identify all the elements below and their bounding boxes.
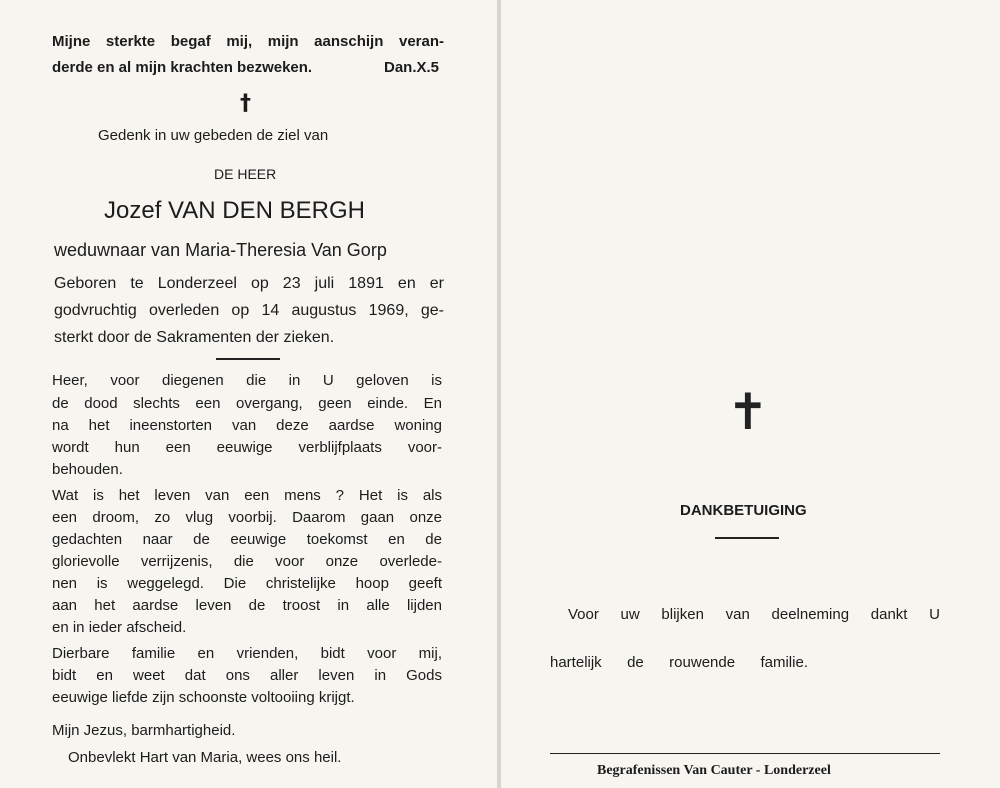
small-cross-icon: † xyxy=(240,91,251,116)
bio-line-2: godvruchtig overleden op 14 augustus 1969, ge- xyxy=(54,302,444,319)
para1-line-2: de dood slechts een overgang, geen einde. En xyxy=(52,395,442,412)
para1-line-4: wordt hun een eeuwige verblijfplaats voor- xyxy=(52,439,442,456)
footer-rule xyxy=(550,753,940,754)
title-de-heer: DE HEER xyxy=(214,166,277,182)
bio-line-3: sterkt door de Sakramenten der zieken. xyxy=(54,329,335,346)
prayer-jesus: Mijn Jezus, barmhartigheid. xyxy=(52,722,236,739)
quote-reference: Dan.X.5 xyxy=(384,59,440,76)
left-page xyxy=(0,0,497,788)
para2-line-4: glorievolle verrijzenis, die voor onze overlede- xyxy=(52,553,442,570)
large-cross-icon: ✝ xyxy=(727,383,769,441)
para2-line-5: nen is weggelegd. Die christelijke hoop geeft xyxy=(52,575,442,592)
para1-line-5: behouden. xyxy=(52,461,123,478)
para2-line-7: en in ieder afscheid. xyxy=(52,619,187,636)
para2-line-6: aan het aardse leven de troost in alle lijden xyxy=(52,597,442,614)
para1-line-1: Heer, voor diegenen die in U geloven is xyxy=(52,372,442,389)
para2-line-1: Wat is het leven van een mens ? Het is als xyxy=(52,487,442,504)
remember-line: Gedenk in uw gebeden de ziel van xyxy=(98,127,329,144)
para3-line-3: eeuwige liefde zijn schoonste voltooiing krijgt. xyxy=(52,689,355,706)
para3-line-1: Dierbare familie en vrienden, bidt voor mij, xyxy=(52,645,442,662)
para2-line-2: een droom, zo vlug voorbij. Daarom gaan onze xyxy=(52,509,442,526)
heading-rule xyxy=(715,537,779,539)
thanks-line-2: hartelijk de rouwende familie. xyxy=(550,654,808,671)
widower-line: weduwnaar van Maria-Theresia Van Gorp xyxy=(54,240,387,260)
prayer-maria: Onbevlekt Hart van Maria, wees ons heil. xyxy=(68,749,342,766)
quote-line-2: derde en al mijn krachten bezweken. xyxy=(52,59,313,76)
right-page xyxy=(501,0,1000,788)
para2-line-3: gedachten naar de eeuwige toekomst en de xyxy=(52,531,442,548)
quote-line-1: Mijne sterkte begaf mij, mijn aanschijn veran- xyxy=(52,33,444,50)
dankbetuiging-heading: DANKBETUIGING xyxy=(680,502,807,519)
deceased-name: Jozef VAN DEN BERGH xyxy=(104,197,365,224)
thanks-line-1: Voor uw blijken van deelneming dankt U xyxy=(568,606,940,623)
funeral-home-footer: Begrafenissen Van Cauter - Londerzeel xyxy=(597,763,831,778)
para3-line-2: bidt en weet dat ons aller leven in Gods xyxy=(52,667,442,684)
para1-line-3: na het ineenstorten van deze aardse woning xyxy=(52,417,442,434)
bio-line-1: Geboren te Londerzeel op 23 juli 1891 en er xyxy=(54,275,444,292)
divider-rule xyxy=(216,358,280,360)
